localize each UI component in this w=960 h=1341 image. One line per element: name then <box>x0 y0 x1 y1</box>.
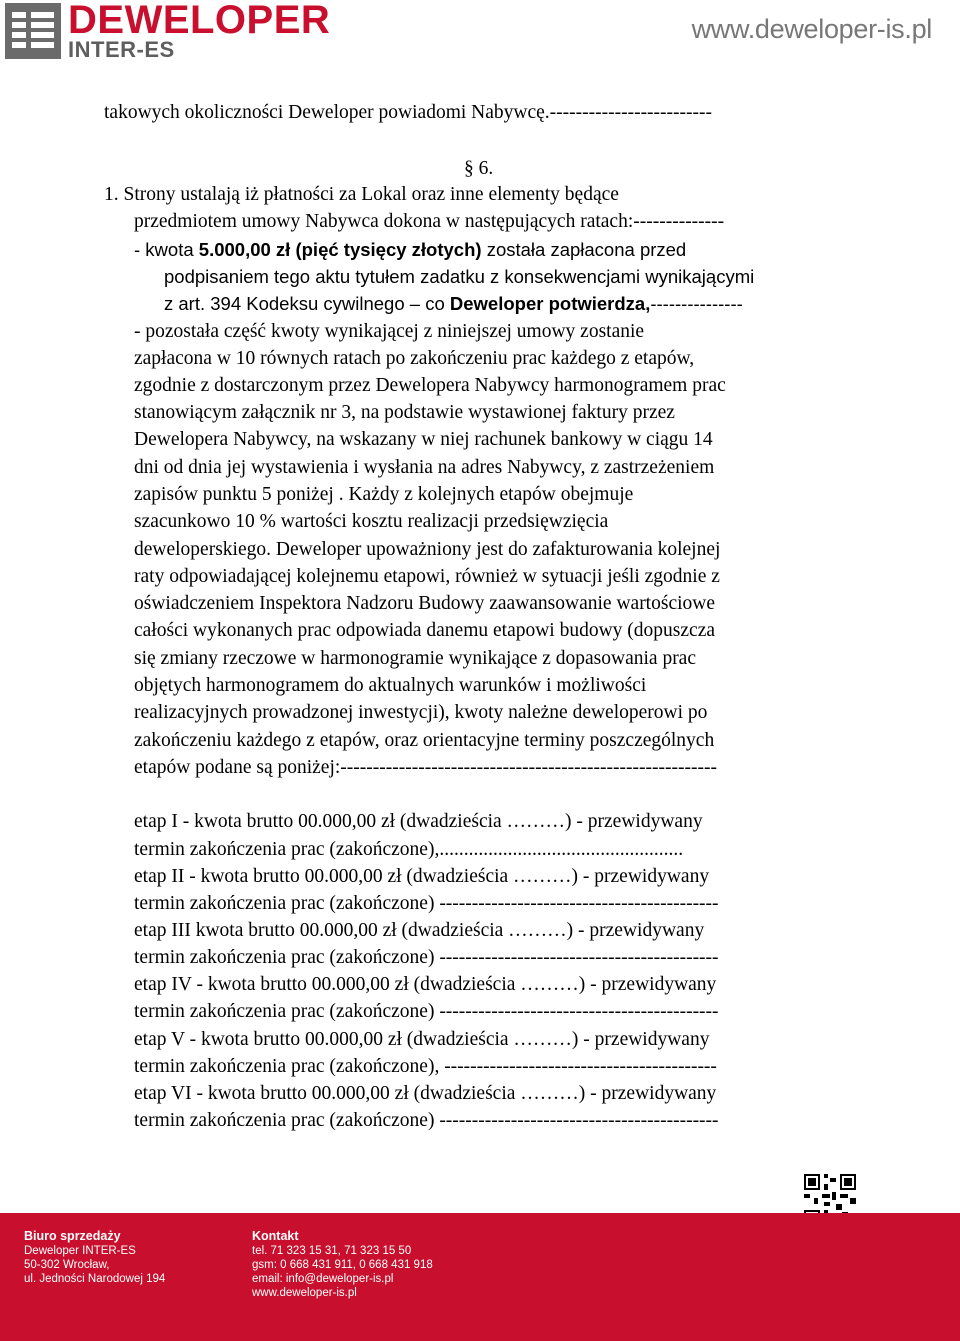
contact-website-link[interactable]: www.deweloper-is.pl <box>252 1287 357 1299</box>
text-line <box>104 182 858 208</box>
text-line: raty odpowiadającej kolejnemu etapowi, również w sytuacji jeśli zgodnie z <box>134 566 720 587</box>
text-line: zgodnie z dostarczonym przez Dewelopera Nabywcy harmonogramem prac <box>134 375 726 396</box>
stage-line: termin zakończenia prac (zakończone) ------------------------------------------- <box>134 893 719 914</box>
logo-subtitle: INTER-ES <box>68 37 175 62</box>
office-line: ul. Jedności Narodowej 194 <box>24 1273 166 1285</box>
stage-line: termin zakończenia prac (zakończone) ------------------------------------------- <box>134 1110 719 1131</box>
text-line: etapów podane są poniżej:---------------------------------------------------------- <box>134 757 717 778</box>
stage-line: etap II - kwota brutto 00.000,00 zł (dwadzieścia ………) - przewidywany <box>134 866 710 887</box>
stage-line: termin zakończenia prac (zakończone), ------------------------------------------ <box>134 1056 717 1077</box>
stage-line: etap IV - kwota brutto 00.000,00 zł (dwadzieścia ………) - przewidywany <box>134 974 717 995</box>
text-line: się zmiany rzeczowe w harmonogramie wynikające z dopasowania prac <box>134 648 696 669</box>
text-line: zapłacona w 10 równych ratach po zakończeniu prac każdego z etapów, <box>134 348 695 369</box>
section-heading: § 6. <box>464 158 494 179</box>
contact-phone: tel. 71 323 15 31, 71 323 15 50 <box>252 1245 412 1257</box>
confirmation-bold: Deweloper potwierdza, <box>449 293 651 314</box>
stage-line: etap V - kwota brutto 00.000,00 zł (dwadzieścia ………) - przewidywany <box>134 1029 710 1050</box>
paragraph-text: 1. Strony ustalają iż płatności za Lokal oraz inne elementy będące <box>104 184 619 205</box>
stage-line: etap VI - kwota brutto 00.000,00 zł (dwadzieścia ………) - przewidywany <box>134 1083 717 1104</box>
logo-title: DEWELOPER <box>68 0 331 42</box>
text-line: podpisaniem tego aktu tytułem zadatku z konsekwencjami wynikającymi <box>164 266 755 287</box>
stage-line: termin zakończenia prac (zakończone),.................................................. <box>134 839 684 860</box>
text-line: objętych harmonogramem do aktualnych warunków i możliwości <box>134 675 647 696</box>
company-logo <box>4 0 331 64</box>
contact-gsm: gsm: 0 668 431 911, 0 668 431 918 <box>252 1259 433 1271</box>
text-line <box>164 291 743 317</box>
dash-fill: --------------- <box>650 293 743 314</box>
text-line: deweloperskiego. Deweloper upoważniony jest do zafakturowania kolejnej <box>134 539 721 560</box>
text-line: oświadczeniem Inspektora Nadzoru Budowy zaawansowanie wartościowe <box>134 593 716 614</box>
list-dash-text: - kwota <box>134 239 199 260</box>
contact-email-link[interactable]: email: info@deweloper-is.pl <box>252 1273 394 1285</box>
building-logo-icon <box>4 2 62 60</box>
footer-bar <box>0 1213 960 1341</box>
text-line: takowych okoliczności Deweloper powiadomi Nabywcę.------------------------- <box>104 102 712 123</box>
contact-title: Kontakt <box>252 1229 299 1243</box>
contact-block <box>252 1229 433 1300</box>
text-line: szacunkowo 10 % wartości kosztu realizacji przedsięwzięcia <box>134 511 609 532</box>
text-line <box>134 237 686 263</box>
text-line: zapisów punktu 5 poniżej . Każdy z kolejnych etapów obejmuje <box>134 484 634 505</box>
text-line: całości wykonanych prac odpowiada danemu etapowi budowy (dopuszcza <box>134 620 716 641</box>
sales-office-block <box>24 1229 165 1286</box>
text-line: przedmiotem umowy Nabywca dokona w następujących ratach:-------------- <box>134 211 725 232</box>
text-line: realizacyjnych prowadzonej inwestycji), kwoty należne deweloperowi po <box>134 702 708 723</box>
text-line: Dewelopera Nabywcy, na wskazany w niej rachunek bankowy w ciągu 14 <box>134 429 713 450</box>
office-line: Deweloper INTER-ES <box>24 1245 136 1257</box>
sales-office-title: Biuro sprzedaży <box>24 1229 121 1243</box>
amount-bold: 5.000,00 zł (pięć tysięcy złotych) <box>198 239 482 260</box>
text-line: zakończeniu każdego z etapów, oraz orientacyjne terminy poszczególnych <box>134 730 715 751</box>
paragraph-text: została zapłacona przed <box>481 239 687 260</box>
text-line: dni od dnia jej wystawienia i wysłania na adres Nabywcy, z zastrzeżeniem <box>134 457 715 478</box>
text-line: - pozostała część kwoty wynikającej z niniejszej umowy zostanie <box>134 321 645 342</box>
website-link[interactable]: www.deweloper-is.pl <box>691 14 932 44</box>
stage-line: etap I - kwota brutto 00.000,00 zł (dwadzieścia ………) - przewidywany <box>134 811 703 832</box>
stage-line: termin zakończenia prac (zakończone) ------------------------------------------- <box>134 947 719 968</box>
office-line: 50-302 Wrocław, <box>24 1259 110 1271</box>
text-line: stanowiącym załącznik nr 3, na podstawie wystawionej faktury przez <box>134 402 675 423</box>
paragraph-text: z art. 394 Kodeksu cywilnego – co <box>164 293 450 314</box>
stage-line: termin zakończenia prac (zakończone) ------------------------------------------- <box>134 1001 719 1022</box>
stage-line: etap III kwota brutto 00.000,00 zł (dwadzieścia ………) - przewidywany <box>134 920 705 941</box>
